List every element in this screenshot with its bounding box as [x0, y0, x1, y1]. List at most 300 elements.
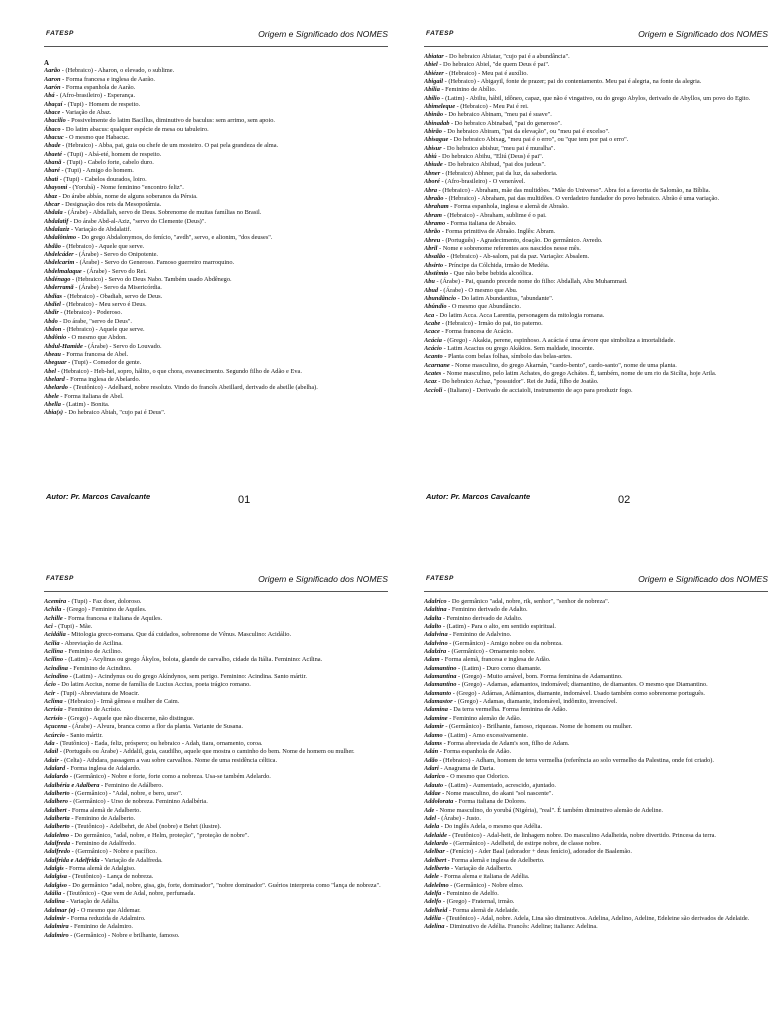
entry-definition: - Do árabe Abd-al-Aziz, "servo do Clemente (Deus)". [68, 217, 206, 225]
entry-term: Abdiel [44, 300, 61, 308]
entry-definition: - Nome e sobrenome referentes aos nascidos nesse mês. [437, 244, 581, 252]
name-entry [44, 92, 388, 100]
page-number: 01 [238, 494, 251, 506]
entry-definition: - Feminino de Adalmiro. [68, 923, 133, 931]
entry-definition: - (Hebraico) - Meu Pai é rei. [455, 103, 529, 111]
page-footer [44, 490, 388, 510]
entry-definition: - (Teutônico) - Que vem de Adal, nobre, perfumada. [61, 890, 196, 898]
entry-definition: - O mesmo que Odorico. [444, 773, 510, 781]
entry-definition: - Feminino de Acindino. [67, 664, 132, 672]
entry-term: Abílio [424, 94, 440, 102]
entry-term: Abiatar [424, 53, 444, 60]
entry-definition: - Do hebraico abishur, "meu pai é muralha". [441, 144, 556, 152]
name-entry [44, 384, 388, 392]
entry-term: Achille [44, 614, 63, 622]
entry-definition: - O mesmo que Abundâncio. [446, 303, 521, 311]
entry-definition: - (Árabe) - Abdallah, servo de Deus. Sobrenome de muitas famílias no Brasil. [62, 209, 262, 217]
name-entry [44, 334, 388, 342]
entry-term: Aclima [44, 698, 63, 706]
entry-term: Abdul-Hamide [44, 342, 83, 350]
entry-definition: - (Tupi) - Faz doer, doloroso. [66, 598, 142, 605]
entry-definition: - Forma italiana de Dolores. [453, 798, 527, 806]
entry-term: Abner [424, 169, 441, 177]
name-entry [424, 262, 768, 270]
entry-definition: - (Árabe) - Servo do Rei. [81, 267, 147, 275]
entry-term: Adelbert [424, 856, 447, 864]
entry-definition: - (Tupi) - Amigo do homem. [59, 167, 134, 175]
entry-term: Adelberto [424, 865, 450, 872]
name-entry [44, 898, 388, 906]
name-entry [424, 748, 768, 756]
entry-list-body [424, 53, 768, 395]
name-entry [424, 648, 768, 656]
entry-term: Abelard [44, 376, 65, 384]
name-entry [44, 401, 388, 409]
entry-definition: - Latim Acacius ou grego Akákios. Sem maldade, inocente. [441, 345, 595, 353]
entry-term: Abacuc [44, 134, 64, 142]
entry-definition: - Do hebraico Abiel, "de quem Deus é pai". [437, 61, 550, 69]
entry-term: Abirão [424, 128, 442, 136]
entry-term: Adalbéria e Adalbera [44, 781, 100, 789]
page-header [44, 30, 388, 47]
name-entry [424, 656, 768, 664]
entry-term: Abati [44, 175, 59, 183]
entry-definition: - (Tupi) - Mãe. [52, 623, 93, 631]
entry-term: Adela [424, 823, 440, 831]
name-entry [424, 337, 768, 345]
entry-definition: - Da terra vermelha. Forma feminina de Adão. [447, 706, 568, 714]
author-name: Pr. Marcos Cavalcante [450, 492, 531, 501]
entry-term: Abaré [44, 167, 60, 175]
entry-definition: - Feminino alemão de Adão. [447, 714, 522, 722]
entry-term: Acates [424, 370, 442, 378]
name-entry [424, 765, 768, 773]
entry-definition: - Forma francesa de Abel. [60, 351, 129, 359]
entry-definition: - (Árabe) - O mesmo que Abu. [438, 286, 518, 294]
name-entry [424, 61, 768, 69]
entry-term: Adalzira [424, 648, 447, 656]
entry-list-body [44, 598, 388, 940]
entry-definition: - (Hebraico) - Aharon, o elevado, o sublime. [60, 67, 175, 75]
entry-definition: - (Latim) - Para o alto, em sentido espiritual. [441, 623, 556, 631]
entry-term: Aarón [44, 84, 61, 92]
entry-definition: - (Árabe) - Servo do Louvado. [82, 342, 162, 350]
name-entry [44, 798, 388, 806]
name-entry [44, 923, 388, 931]
name-entry [44, 368, 388, 376]
name-entry [424, 848, 768, 856]
entry-definition: - Feminino de Acilino. [63, 648, 123, 656]
author-credit [426, 492, 530, 501]
name-entry [44, 409, 388, 417]
entry-definition: - Forma alemã e inglesa de Adelberto. [446, 856, 545, 864]
entry-term: Acarnane [424, 361, 450, 369]
entry-term: Abdon [44, 326, 62, 333]
name-entry [44, 201, 388, 209]
name-entry [44, 656, 388, 664]
name-entry [424, 153, 768, 161]
entry-term: Abril [424, 244, 438, 252]
name-entry [44, 234, 388, 242]
entry-definition: - (Hebraico) - Obadiah, servo de Deus. [61, 292, 163, 300]
name-entry [424, 823, 768, 831]
document-title: Origem e Significado dos NOMES [638, 575, 768, 584]
name-entry [424, 245, 768, 253]
entry-definition: - Do latim Acca. Acca Larentia, personagem da mitologia romana. [434, 311, 605, 319]
entry-term: Adel [424, 814, 436, 822]
entry-term: Abra [424, 186, 438, 194]
entry-definition: - Do árabe abbás, nome de alguns soberanos da Pérsia. [57, 192, 198, 200]
entry-term: Adalfrida e Adelfrida [44, 856, 100, 864]
institution-label: FATESP [46, 30, 74, 37]
entry-definition: - (Afro-brasileiro) - Esperança. [54, 92, 136, 100]
entry-definition: - Forma francesa e italiana de Aquiles. [62, 614, 163, 622]
entry-definition: - (Germânico) - Adelheid, de estirpe nobre, de classe nobre. [447, 839, 602, 847]
entry-term: Acir [44, 689, 56, 697]
entry-definition: - (Germânico) - Nobre elmo. [448, 881, 524, 889]
entry-definition: - (Hebraico) - Abraham, pai das multidões. O verdadeiro fundador do povo hebraico. Abrão é uma variação. [443, 194, 720, 202]
name-entry [424, 70, 768, 78]
entry-definition: - (Hebraico) - Irmã gêmea e mulher de Caim. [62, 698, 180, 706]
entry-term: Abaz [44, 192, 58, 200]
entry-term: Abayomi [44, 184, 68, 192]
entry-definition: - Forma alemã de Adalgiso. [63, 865, 136, 872]
name-entry [44, 865, 388, 873]
entry-definition: - Diminutivo de Adélia. Francês: Adeline; italiano: Adelina. [444, 923, 598, 931]
name-entry [424, 78, 768, 86]
entry-term: Abigail [424, 78, 444, 86]
entry-term: Adelelmo [424, 881, 449, 889]
entry-term: Acemira [44, 598, 67, 605]
entry-definition: - O mesmo que Abdon. [66, 334, 127, 342]
name-entry [44, 117, 388, 125]
entry-term: Abreu [424, 236, 441, 244]
name-entry [44, 681, 388, 689]
entry-definition: - (Hebraico) - Abraham, sublime é o pai. [441, 211, 547, 219]
name-entry [424, 606, 768, 614]
name-entry [44, 706, 388, 714]
entry-definition: - (Grego) - Akakia, perene, espinhoso. A acácia é uma árvore que simboliza a imortalidade. [441, 336, 676, 344]
name-entry [44, 815, 388, 823]
name-entry [424, 187, 768, 195]
entry-term: Adão [424, 756, 438, 764]
entry-term: Addae [424, 789, 441, 797]
entry-definition: - (Teutônico) - Adelhard, nobre resoluto. Vindo do francês Abeillard, derivado de abeille (abelha). [67, 384, 318, 392]
entry-definition: - (Árabe) - Servo do Generoso. Famoso guerreiro marroquino. [74, 259, 235, 267]
entry-term: Achila [44, 606, 62, 614]
entry-definition: - Feminino de Adalberto. [69, 814, 136, 822]
entry-term: Abel [44, 367, 56, 375]
name-entry [424, 898, 768, 906]
entry-definition: - (Latim) - Bonita. [60, 401, 110, 409]
entry-term: Abúndio [424, 303, 447, 311]
entry-term: Abinadab [424, 119, 450, 127]
entry-term: Addolorata [424, 798, 454, 806]
name-entry [44, 284, 388, 292]
entry-definition: - Forma primitiva de Abraão. Inglês: Abram. [440, 228, 556, 236]
entry-term: Adalto [424, 623, 442, 631]
entry-definition: - (Teutônico) - Adelbehrt, de Abel (nobre) e Behrt (ilustre). [69, 823, 222, 831]
entry-definition: - Forma inglesa de Abelardo. [64, 376, 141, 384]
name-entry [44, 209, 388, 217]
entry-term: Adail [44, 748, 59, 756]
name-entry [424, 86, 768, 94]
entry-term: Adalgiso [44, 881, 67, 889]
entry-term: Adelheid [424, 906, 448, 914]
name-entry [424, 228, 768, 236]
entry-term: Acácio [424, 345, 442, 353]
name-entry [44, 301, 388, 309]
name-entry [424, 387, 768, 395]
entry-term: Acindino [44, 673, 68, 681]
entry-term: Adán [424, 748, 439, 756]
name-entry [424, 253, 768, 261]
entry-term: Aboré [424, 178, 440, 186]
name-entry [424, 715, 768, 723]
name-entry [44, 126, 388, 134]
entry-term: Abdir [44, 309, 59, 317]
name-entry [44, 640, 388, 648]
entry-term: Abraham [424, 203, 449, 211]
entry-definition: - Do hebraico Abihu, "Eliú (Deus) é pai". [436, 153, 544, 161]
entry-term: Abília [424, 86, 440, 94]
entry-term: Abrão [424, 228, 441, 236]
entry-definition: - (Hebraico) - Adham, homem de terra vermelha (referência ao solo vermelho da Palestina, onde foi criado). [437, 756, 714, 764]
entry-definition: - (Teutônico) - Adal, nobre. Adela, Lina são diminutivos. Adelina, Adelino, Adeline, Edeleine são derivados de Adelaide. [440, 915, 750, 923]
entry-term: Adamine [424, 714, 448, 722]
entry-definition: - (Hebraico) Abhner, pai da luz, da sabedoria. [440, 169, 558, 177]
entry-definition: - Feminino de Abílio. [439, 86, 497, 94]
entry-definition: - Forma alemã, francesa e inglesa de Adão. [439, 656, 551, 664]
name-entry [44, 698, 388, 706]
entry-term: Adalard [44, 764, 66, 772]
entry-term: Adalelmo [44, 831, 70, 839]
entry-definition: - (Germânico) - Nobre e forte, forte como a nobreza. Usa-se também Adelardo. [68, 773, 271, 781]
name-entry [44, 631, 388, 639]
entry-term: Abdalônimo [44, 234, 77, 242]
name-entry [424, 690, 768, 698]
entry-term: Acilino [44, 656, 64, 664]
entry-definition: - (Grego) - Adamas, adamantos, indomável; diamantino, de diamantes. O mesmo que Diamantino. [456, 681, 708, 689]
entry-term: Adamina [424, 706, 448, 714]
entry-definition: - (Hebraico) - Abba, pai, guia ou chefe de um mosteiro. O pai pela grandeza de alma. [60, 142, 279, 150]
entry-definition: - Do germânico "adal, nobre, rik, senhor", "senhor de nobreza". [446, 598, 610, 605]
name-entry [44, 226, 388, 234]
entry-definition: - Feminino de Adelfo. [441, 890, 499, 898]
entry-term: Abdias [44, 292, 62, 300]
name-entry [424, 120, 768, 128]
entry-definition: - (Árabe) - Servo da Misericórdia. [73, 284, 162, 292]
name-entry [424, 287, 768, 295]
entry-term: Abdão [44, 242, 61, 250]
entry-definition: - (Hebraico) - Abigayil, fonte de prazer; pai do contentamento. Meu pai é alegria, na fonte da alegria. [443, 78, 702, 86]
entry-term: Adelfa [424, 890, 442, 898]
entry-definition: - (Italiano) - Derivado de acciaioli, instrumento de aço para produzir fogo. [442, 386, 633, 394]
entry-definition: - Do germânico "adal, nobre, gisa, gis, forte, dominador", "nobre dominador". Guérios interpreta como "lança de nobreza". [66, 881, 381, 889]
entry-term: Adalta [424, 614, 442, 622]
entry-term: Abaeté [44, 150, 62, 158]
entry-term: Adari [424, 764, 439, 772]
entry-term: Abcar [44, 200, 60, 208]
name-entry [44, 318, 388, 326]
entry-definition: - (Português) - Agradecimento, doação. Do germânico. Avredo. [440, 236, 603, 244]
entry-definition: - Nome masculino, do akani "sol nascente". [440, 789, 554, 797]
entry-definition: - Do latim abacus: qualquer espécie de mesa ou tabuleiro. [60, 125, 209, 133]
entry-definition: - Anagrama de Daria. [438, 764, 495, 772]
institution-label: FATESP [46, 575, 74, 582]
entry-term: Acúrcio [44, 731, 65, 739]
entry-term: Abdelcarim [44, 259, 75, 267]
entry-term: Abia(s) [44, 409, 64, 417]
name-entry [424, 161, 768, 169]
name-entry [44, 343, 388, 351]
name-entry [44, 167, 388, 175]
entry-term: Adaltina [424, 606, 447, 614]
name-entry [424, 631, 768, 639]
entry-definition: - Feminino de Adalvino. [447, 631, 512, 639]
entry-definition: - (Hebraico) - Ab-salom, pai da paz. Variação: Absalem. [445, 253, 590, 261]
entry-definition: - Variação de Adalfreda. [99, 856, 163, 864]
name-entry [424, 220, 768, 228]
name-entry [424, 890, 768, 898]
name-entry [424, 128, 768, 136]
name-entry [424, 798, 768, 806]
name-entry [44, 359, 388, 367]
entry-term: Absalão [424, 253, 446, 261]
name-entry [424, 362, 768, 370]
entry-definition: - Forma abreviada de Adam's son, filho de Adam. [441, 739, 570, 747]
entry-term: Abdalaziz [44, 225, 70, 233]
name-entry [44, 151, 388, 159]
entry-term: Abdônio [44, 334, 67, 342]
entry-list [424, 53, 768, 395]
entry-term: Adele [424, 873, 439, 881]
entry-term: Abramo [424, 219, 446, 227]
entry-term: Abisague [424, 136, 449, 144]
entry-definition: - (Latim) - Aumentado, acrescido, ajuntado. [443, 781, 556, 789]
entry-definition: - Do hebraico Achaz, "possuidor". Rei de Judá, filho de Joatão. [436, 378, 599, 386]
entry-term: Acindina [44, 664, 68, 672]
name-entry [424, 698, 768, 706]
entry-definition: - (Teutônico) - Eada, feliz, próspero; ou hebraico - Adah, tiara, ornamento, coroa. [54, 739, 263, 747]
name-entry [44, 268, 388, 276]
entry-definition: - Forma alema e italiana de Adélia. [438, 873, 530, 881]
name-entry [44, 259, 388, 267]
entry-definition: - Forma inglesa de Adalardo. [65, 764, 141, 772]
entry-term: Açucena [44, 723, 67, 731]
entry-definition: - (Grego) - Aquele que não discerne, não distingue. [62, 714, 195, 722]
name-entry [44, 873, 388, 881]
entry-term: Abiézer [424, 69, 444, 77]
entry-definition: - Forma francesa de Acácio. [439, 328, 513, 336]
name-entry [44, 882, 388, 890]
entry-term: Adauto [424, 781, 444, 789]
entry-definition: - (Tupi) - Comedor de gente. [66, 359, 142, 367]
name-entry [44, 665, 388, 673]
entry-term: Adalmira [44, 923, 69, 931]
name-entry [424, 807, 768, 815]
entry-definition: - (Fenício) - Ader Baal (adorador + deus fenício), adorador de Baalemão. [444, 848, 632, 856]
entry-term: Adelbar [424, 848, 445, 856]
entry-list-body [44, 67, 388, 417]
entry-term: Acabe [424, 320, 441, 327]
entry-definition: - Forma alemã de Adalberto. [66, 806, 141, 814]
entry-term: Abiú [424, 153, 437, 161]
entry-term: Adamastor [424, 698, 453, 706]
entry-definition: - Nome masculino, do grego Akarnán, "cardo-bento", cardo-santo", nome de uma planta. [449, 361, 677, 369]
entry-term: Adalardo [44, 773, 69, 781]
name-entry [424, 212, 768, 220]
entry-term: Ade [424, 806, 435, 814]
name-entry [424, 111, 768, 119]
name-entry [44, 134, 388, 142]
entry-definition: - (Árabe) - Justo. [435, 814, 481, 822]
entry-term: Adalberto [44, 789, 70, 797]
name-entry [44, 142, 388, 150]
entry-definition: - Forma alemã de Adelaide. [447, 906, 520, 914]
entry-definition: - (Grego) - Adamas, diamante, indomável, indômito, invencível. [452, 698, 618, 706]
name-entry [424, 203, 768, 211]
entry-definition: - (Teutônico) - Adal-heit, de linhagem nobre. Do masculino Adalheida, nobre divertido. Princesa da terra. [446, 831, 716, 839]
name-entry [424, 615, 768, 623]
entry-term: Ada [44, 739, 55, 747]
entry-term: Acace [424, 328, 440, 336]
author-label: Autor: [426, 492, 451, 501]
name-entry [424, 782, 768, 790]
entry-definition: - (Tupi) - Cabelo forte, cabelo duro. [61, 159, 154, 167]
name-entry [44, 615, 388, 623]
name-entry [44, 251, 388, 259]
entry-definition: - O mesmo que Aldemar. [75, 906, 141, 914]
name-entry [424, 673, 768, 681]
name-entry [44, 218, 388, 226]
entry-definition: - (Latim) - Acindynus ou do grego Akíndynos, sem perigo. Feminino: Acindina. Santo mártir. [67, 673, 307, 681]
entry-definition: - Feminino de Adalfredo. [70, 839, 136, 847]
name-entry [44, 193, 388, 201]
entry-definition: - (Grego) - Muito amável, bom. Forma feminina de Adamantino. [456, 673, 623, 681]
entry-term: Aca [424, 311, 435, 319]
name-entry [44, 309, 388, 317]
entry-definition: - Variação de Adália. [64, 898, 120, 906]
entry-term: Abraão [424, 194, 444, 202]
name-entry [424, 623, 768, 631]
entry-term: Absirto [424, 261, 444, 269]
name-entry [424, 882, 768, 890]
entry-term: Abaçaí [44, 100, 63, 108]
entry-definition: - (Latim) - Acylinus ou grego Ákylos, bolota, glande de carvalho, cidade da Itália. Feminino: Acilina. [63, 656, 323, 664]
entry-term: Adalfreda [44, 839, 71, 847]
page-04 [424, 575, 768, 1024]
author-name: Pr. Marcos Cavalcante [70, 492, 151, 501]
name-entry [44, 857, 388, 865]
entry-definition: - (Árabe) - Servo do Onipotente. [73, 250, 158, 258]
name-entry [424, 295, 768, 303]
entry-definition: - Que não bebe bebida alcoólica. [448, 269, 534, 277]
entry-term: Adalina [44, 898, 65, 906]
author-label: Autor: [46, 492, 71, 501]
name-entry [44, 732, 388, 740]
entry-term: Aaron [44, 75, 61, 83]
entry-definition: - (Hebraico) - Poderoso. [58, 309, 123, 317]
entry-definition: - Forma italiana de Abraão. [445, 219, 517, 227]
entry-definition: - O mesmo que Habacuc. [63, 134, 130, 142]
entry-definition: - (Grego) - Adámas, Adámantos, diamante, indomável. Usado também como sobrenome português. [451, 689, 706, 697]
entry-definition: - Do hebraico Abiram, "pai da elevação", ou "meu pai é excelso". [441, 128, 610, 136]
entry-term: Abella [44, 401, 61, 409]
entry-term: Adelina [424, 923, 445, 931]
name-entry [424, 145, 768, 153]
entry-definition: - Do inglês Adela, o mesmo que Adélia. [439, 823, 543, 831]
